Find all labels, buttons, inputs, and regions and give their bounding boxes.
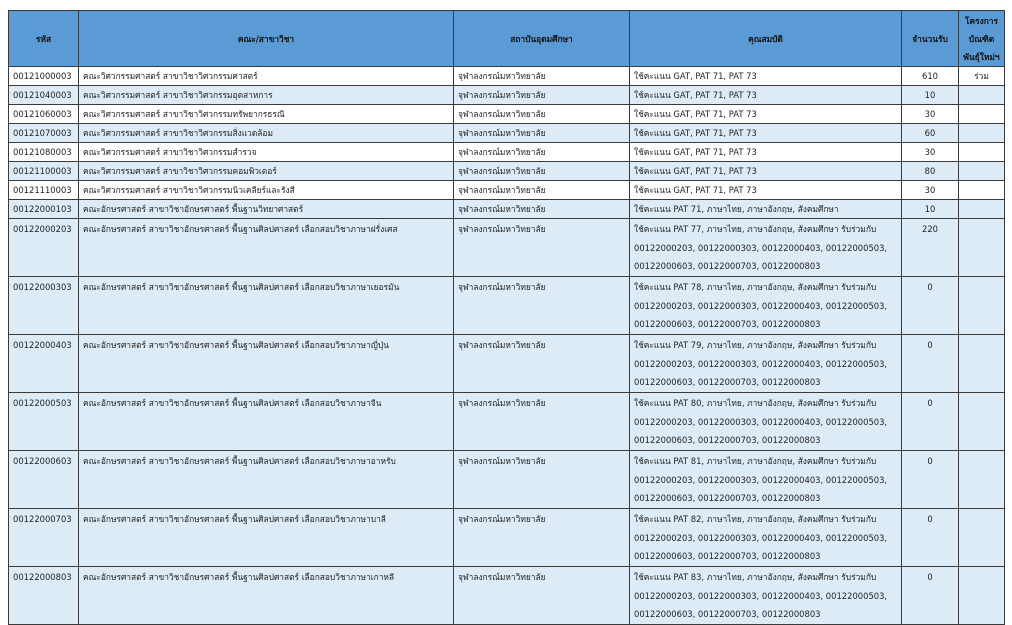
cell-faculty: คณะอักษรศาสตร์ สาขาวิชาอักษรศาสตร์ พื้นฐานศิลปศาสตร์ เลือกสอบวิชาภาษาจีน <box>79 393 454 451</box>
cell-institution: จุฬาลงกรณ์มหาวิทยาลัย <box>454 277 630 335</box>
header-row <box>9 11 1005 67</box>
cell-program <box>959 277 1005 335</box>
cell-qualification: ใช้คะแนน PAT 78, ภาษาไทย, ภาษาอังกฤษ, สังคมศึกษา รับร่วมกับ 00122000203, 00122000303, 00122000403, 00122000503, 00122000603, 00122000703, 00122000803 <box>630 277 902 335</box>
cell-seats: 30 <box>902 181 959 200</box>
header-institution: สถาบันอุดมศึกษา <box>454 11 630 67</box>
table-row <box>9 567 1005 625</box>
cell-qualification: ใช้คะแนน PAT 71, ภาษาไทย, ภาษาอังกฤษ, สังคมศึกษา <box>630 200 902 219</box>
header-code: รหัส <box>9 11 79 67</box>
cell-program <box>959 335 1005 393</box>
cell-qualification: ใช้คะแนน PAT 81, ภาษาไทย, ภาษาอังกฤษ, สังคมศึกษา รับร่วมกับ 00122000203, 00122000303, 00122000403, 00122000503, 00122000603, 00122000703, 00122000803 <box>630 451 902 509</box>
table-row <box>9 162 1005 181</box>
cell-program <box>959 124 1005 143</box>
cell-institution: จุฬาลงกรณ์มหาวิทยาลัย <box>454 143 630 162</box>
cell-seats: 10 <box>902 200 959 219</box>
cell-qualification: ใช้คะแนน PAT 80, ภาษาไทย, ภาษาอังกฤษ, สังคมศึกษา รับร่วมกับ 00122000203, 00122000303, 00122000403, 00122000503, 00122000603, 00122000703, 00122000803 <box>630 393 902 451</box>
cell-program <box>959 451 1005 509</box>
cell-institution: จุฬาลงกรณ์มหาวิทยาลัย <box>454 335 630 393</box>
cell-institution: จุฬาลงกรณ์มหาวิทยาลัย <box>454 219 630 277</box>
cell-seats: 0 <box>902 277 959 335</box>
cell-seats: 220 <box>902 219 959 277</box>
cell-faculty: คณะวิศวกรรมศาสตร์ สาขาวิชาวิศวกรรมสำรวจ <box>79 143 454 162</box>
cell-program <box>959 86 1005 105</box>
cell-code: 00122000303 <box>9 277 79 335</box>
header-program <box>959 11 1005 67</box>
cell-code: 00122000203 <box>9 219 79 277</box>
cell-faculty: คณะอักษรศาสตร์ สาขาวิชาอักษรศาสตร์ พื้นฐานศิลปศาสตร์ เลือกสอบวิชาภาษาเยอรมัน <box>79 277 454 335</box>
cell-code: 00122000103 <box>9 200 79 219</box>
cell-code: 00121070003 <box>9 124 79 143</box>
cell-faculty: คณะวิศวกรรมศาสตร์ สาขาวิชาวิศวกรรมอุตสาหการ <box>79 86 454 105</box>
cell-seats: 610 <box>902 67 959 86</box>
table-row <box>9 105 1005 124</box>
table-row <box>9 219 1005 277</box>
cell-seats: 0 <box>902 567 959 625</box>
cell-faculty: คณะอักษรศาสตร์ สาขาวิชาอักษรศาสตร์ พื้นฐานศิลปศาสตร์ เลือกสอบวิชาภาษาบาลี <box>79 509 454 567</box>
cell-qualification: ใช้คะแนน GAT, PAT 71, PAT 73 <box>630 86 902 105</box>
cell-program <box>959 181 1005 200</box>
cell-seats: 60 <box>902 124 959 143</box>
cell-qualification: ใช้คะแนน GAT, PAT 71, PAT 73 <box>630 143 902 162</box>
cell-faculty: คณะอักษรศาสตร์ สาขาวิชาอักษรศาสตร์ พื้นฐานศิลปศาสตร์ เลือกสอบวิชาภาษาอาหรับ <box>79 451 454 509</box>
cell-code: 00122000403 <box>9 335 79 393</box>
cell-qualification: ใช้คะแนน GAT, PAT 71, PAT 73 <box>630 181 902 200</box>
table-header <box>9 11 1005 67</box>
cell-seats: 10 <box>902 86 959 105</box>
table-row <box>9 335 1005 393</box>
cell-faculty: คณะวิศวกรรมศาสตร์ สาขาวิชาวิศวกรรมคอมพิวเตอร์ <box>79 162 454 181</box>
cell-qualification: ใช้คะแนน PAT 77, ภาษาไทย, ภาษาอังกฤษ, สังคมศึกษา รับร่วมกับ 00122000203, 00122000303, 00122000403, 00122000503, 00122000603, 00122000703, 00122000803 <box>630 219 902 277</box>
cell-program <box>959 509 1005 567</box>
table-row <box>9 509 1005 567</box>
cell-institution: จุฬาลงกรณ์มหาวิทยาลัย <box>454 86 630 105</box>
table-row <box>9 451 1005 509</box>
header-program-line3: พันธุ์ใหม่ฯ <box>963 51 1000 62</box>
cell-seats: 30 <box>902 105 959 124</box>
cell-institution: จุฬาลงกรณ์มหาวิทยาลัย <box>454 393 630 451</box>
cell-faculty: คณะอักษรศาสตร์ สาขาวิชาอักษรศาสตร์ พื้นฐานวิทยาศาสตร์ <box>79 200 454 219</box>
cell-seats: 0 <box>902 393 959 451</box>
cell-code: 00121100003 <box>9 162 79 181</box>
cell-seats: 0 <box>902 451 959 509</box>
cell-institution: จุฬาลงกรณ์มหาวิทยาลัย <box>454 451 630 509</box>
header-qualification: คุณสมบัติ <box>630 11 902 67</box>
cell-program <box>959 143 1005 162</box>
cell-faculty: คณะวิศวกรรมศาสตร์ สาขาวิชาวิศวกรรมทรัพยากรธรณี <box>79 105 454 124</box>
cell-code: 00122000803 <box>9 567 79 625</box>
cell-code: 00121060003 <box>9 105 79 124</box>
table-row <box>9 200 1005 219</box>
cell-code: 00121110003 <box>9 181 79 200</box>
header-program-line1: โครงการ <box>965 15 998 26</box>
table-row <box>9 143 1005 162</box>
cell-seats: 0 <box>902 335 959 393</box>
cell-faculty: คณะวิศวกรรมศาสตร์ สาขาวิชาวิศวกรรมศาสตร์ <box>79 67 454 86</box>
cell-code: 00122000503 <box>9 393 79 451</box>
header-seats: จำนวนรับ <box>902 11 959 67</box>
table-row <box>9 124 1005 143</box>
cell-program <box>959 200 1005 219</box>
cell-institution: จุฬาลงกรณ์มหาวิทยาลัย <box>454 509 630 567</box>
cell-program <box>959 567 1005 625</box>
cell-institution: จุฬาลงกรณ์มหาวิทยาลัย <box>454 124 630 143</box>
cell-qualification: ใช้คะแนน GAT, PAT 71, PAT 73 <box>630 162 902 181</box>
admissions-table <box>8 10 1005 625</box>
table-row <box>9 277 1005 335</box>
cell-institution: จุฬาลงกรณ์มหาวิทยาลัย <box>454 181 630 200</box>
cell-program <box>959 219 1005 277</box>
cell-faculty: คณะวิศวกรรมศาสตร์ สาขาวิชาวิศวกรรมนิวเคลียร์และรังสี <box>79 181 454 200</box>
cell-qualification: ใช้คะแนน GAT, PAT 71, PAT 73 <box>630 124 902 143</box>
cell-institution: จุฬาลงกรณ์มหาวิทยาลัย <box>454 67 630 86</box>
cell-code: 00122000603 <box>9 451 79 509</box>
cell-code: 00121040003 <box>9 86 79 105</box>
cell-qualification: ใช้คะแนน PAT 82, ภาษาไทย, ภาษาอังกฤษ, สังคมศึกษา รับร่วมกับ 00122000203, 00122000303, 00122000403, 00122000503, 00122000603, 00122000703, 00122000803 <box>630 509 902 567</box>
cell-institution: จุฬาลงกรณ์มหาวิทยาลัย <box>454 105 630 124</box>
table-body <box>9 67 1005 625</box>
cell-institution: จุฬาลงกรณ์มหาวิทยาลัย <box>454 200 630 219</box>
cell-faculty: คณะวิศวกรรมศาสตร์ สาขาวิชาวิศวกรรมสิ่งแวดล้อม <box>79 124 454 143</box>
cell-code: 00121080003 <box>9 143 79 162</box>
cell-faculty: คณะอักษรศาสตร์ สาขาวิชาอักษรศาสตร์ พื้นฐานศิลปศาสตร์ เลือกสอบวิชาภาษาเกาหลี <box>79 567 454 625</box>
cell-institution: จุฬาลงกรณ์มหาวิทยาลัย <box>454 162 630 181</box>
cell-qualification: ใช้คะแนน GAT, PAT 71, PAT 73 <box>630 105 902 124</box>
header-program-line2: บัณฑิต <box>968 33 995 44</box>
cell-qualification: ใช้คะแนน PAT 83, ภาษาไทย, ภาษาอังกฤษ, สังคมศึกษา รับร่วมกับ 00122000203, 00122000303, 00122000403, 00122000503, 00122000603, 00122000703, 00122000803 <box>630 567 902 625</box>
cell-faculty: คณะอักษรศาสตร์ สาขาวิชาอักษรศาสตร์ พื้นฐานศิลปศาสตร์ เลือกสอบวิชาภาษาญี่ปุ่น <box>79 335 454 393</box>
cell-seats: 30 <box>902 143 959 162</box>
cell-program <box>959 105 1005 124</box>
cell-program <box>959 393 1005 451</box>
header-faculty: คณะ/สาขาวิชา <box>79 11 454 67</box>
cell-seats: 80 <box>902 162 959 181</box>
cell-program: ร่วม <box>959 67 1005 86</box>
cell-seats: 0 <box>902 509 959 567</box>
cell-program <box>959 162 1005 181</box>
cell-qualification: ใช้คะแนน PAT 79, ภาษาไทย, ภาษาอังกฤษ, สังคมศึกษา รับร่วมกับ 00122000203, 00122000303, 00122000403, 00122000503, 00122000603, 00122000703, 00122000803 <box>630 335 902 393</box>
cell-code: 00121000003 <box>9 67 79 86</box>
table-row <box>9 67 1005 86</box>
cell-institution: จุฬาลงกรณ์มหาวิทยาลัย <box>454 567 630 625</box>
table-row <box>9 393 1005 451</box>
table-row <box>9 86 1005 105</box>
cell-faculty: คณะอักษรศาสตร์ สาขาวิชาอักษรศาสตร์ พื้นฐานศิลปศาสตร์ เลือกสอบวิชาภาษาฝรั่งเศส <box>79 219 454 277</box>
cell-code: 00122000703 <box>9 509 79 567</box>
cell-qualification: ใช้คะแนน GAT, PAT 71, PAT 73 <box>630 67 902 86</box>
table-row <box>9 181 1005 200</box>
